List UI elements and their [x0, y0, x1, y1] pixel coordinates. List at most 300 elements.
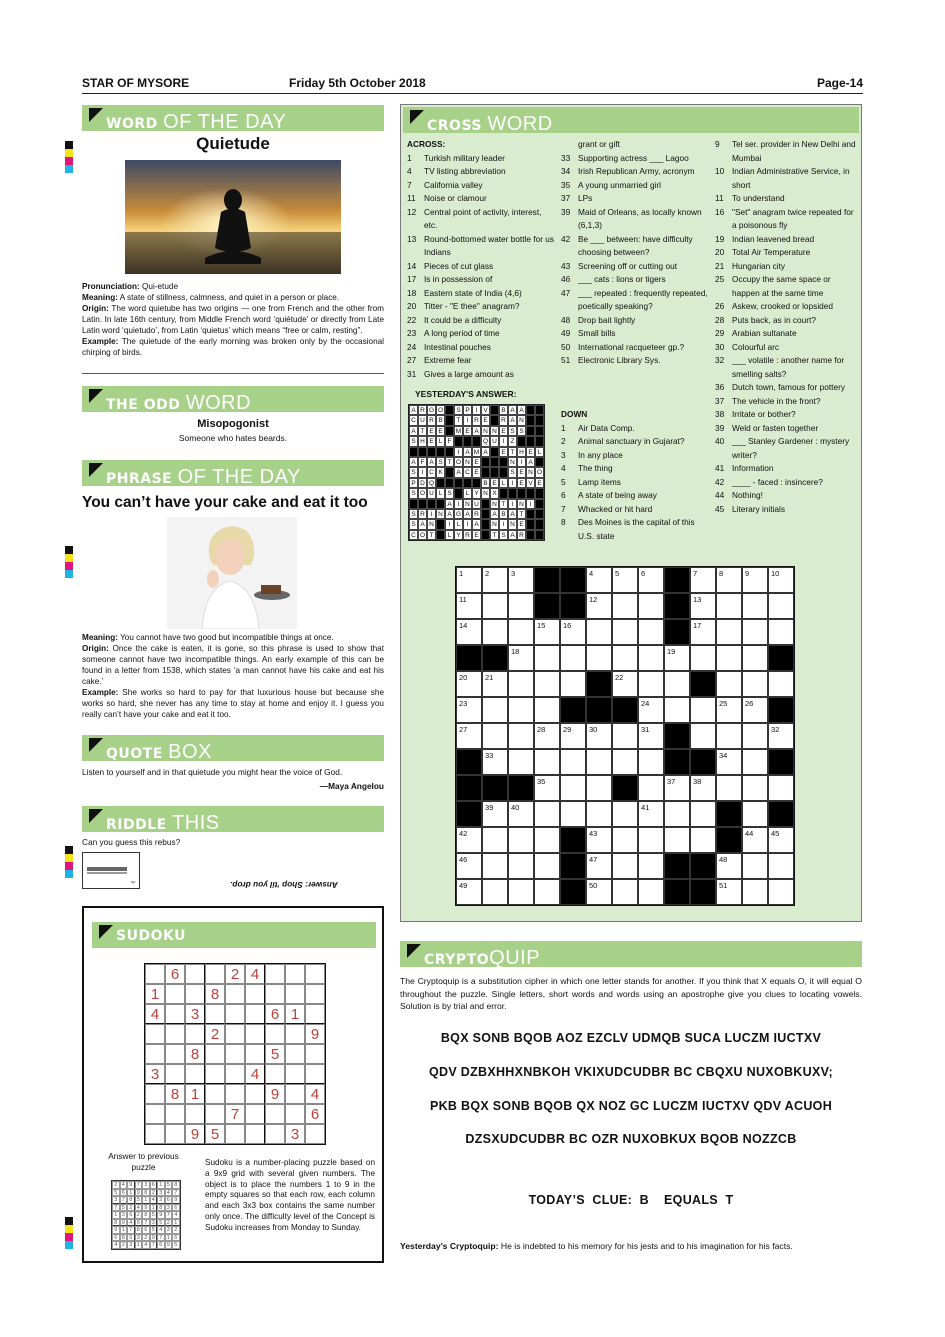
sudoku-cell[interactable] — [225, 1044, 245, 1064]
crossword-cell[interactable] — [638, 749, 664, 775]
answer-cell — [535, 509, 544, 519]
sudoku-cell[interactable] — [285, 1084, 305, 1104]
answer-cell: E — [499, 426, 508, 436]
crossword-cell[interactable]: 21 — [482, 671, 508, 697]
crossword-cell[interactable] — [508, 619, 534, 645]
answer-cell — [418, 447, 427, 457]
crossword-cell[interactable]: 28 — [534, 723, 560, 749]
crossword-cell[interactable] — [560, 775, 586, 801]
crossword-block — [664, 593, 690, 619]
sudoku-cell[interactable]: 9 — [185, 1124, 205, 1144]
crossword-cell[interactable] — [508, 879, 534, 905]
answer-cell: L — [436, 488, 445, 498]
crossword-cell[interactable] — [508, 697, 534, 723]
clue-item: 36 Dutch town, famous for pottery — [715, 382, 845, 392]
crossword-cell[interactable] — [742, 671, 768, 697]
clue-item: 50 International racqueteer gp.? — [561, 341, 685, 352]
sudoku-cell[interactable]: 5 — [265, 1044, 285, 1064]
crossword-cell[interactable] — [612, 723, 638, 749]
crossword-cell[interactable]: 13 — [690, 593, 716, 619]
crossword-cell[interactable]: 7 — [690, 567, 716, 593]
crossword-block — [612, 697, 638, 723]
crossword-cell[interactable] — [612, 593, 638, 619]
crossword-cell[interactable] — [560, 645, 586, 671]
crossword-cell[interactable] — [742, 749, 768, 775]
sudoku-cell[interactable] — [305, 1064, 325, 1084]
sudoku-cell[interactable] — [305, 1044, 325, 1064]
crossword-cell[interactable]: 16 — [560, 619, 586, 645]
crossword-cell[interactable]: 49 — [456, 879, 482, 905]
crossword-cell[interactable] — [560, 749, 586, 775]
crossword-cell[interactable] — [534, 853, 560, 879]
crossword-cell[interactable] — [612, 827, 638, 853]
sudoku-cell[interactable] — [165, 1024, 185, 1044]
sudoku-cell[interactable]: 6 — [265, 1004, 285, 1024]
crossword-cell[interactable]: 3 — [508, 567, 534, 593]
answer-cell: E — [427, 436, 436, 446]
clue-item: 48 Drop bait lightly — [561, 314, 636, 325]
crossword-cell[interactable] — [560, 801, 586, 827]
crossword-cell[interactable] — [534, 749, 560, 775]
sudoku-cell[interactable] — [265, 1124, 285, 1144]
answer-cell — [472, 436, 481, 446]
answer-cell: S — [409, 519, 418, 529]
crossword-cell[interactable] — [482, 593, 508, 619]
crossword-cell[interactable]: 9 — [742, 567, 768, 593]
clue-item: 30 Colourful arc — [715, 341, 780, 352]
sudoku-cell[interactable] — [205, 1084, 225, 1104]
answer-cell: 8 — [142, 1211, 150, 1219]
crossword-cell[interactable]: 11 — [456, 593, 482, 619]
crossword-cell[interactable]: 35 — [534, 775, 560, 801]
sudoku-cell[interactable] — [285, 1044, 305, 1064]
answer-cell: 9 — [172, 1196, 180, 1204]
answer-cell: E — [472, 530, 481, 540]
crossword-cell[interactable] — [742, 853, 768, 879]
crossword-cell[interactable] — [586, 749, 612, 775]
crossword-cell[interactable] — [586, 801, 612, 827]
answer-cell: 1 — [142, 1196, 150, 1204]
crossword-cell[interactable] — [482, 697, 508, 723]
sudoku-cell[interactable] — [265, 1104, 285, 1124]
crossword-cell[interactable]: 20 — [456, 671, 482, 697]
crossword-cell[interactable]: 31 — [638, 723, 664, 749]
crossword-cell[interactable]: 8 — [716, 567, 742, 593]
rebus-image — [82, 852, 140, 889]
answer-cell: S — [508, 467, 517, 477]
crossword-cell[interactable] — [768, 593, 794, 619]
answer-cell: I — [445, 519, 454, 529]
answer-cell: E — [517, 519, 526, 529]
sudoku-cell[interactable]: 5 — [205, 1124, 225, 1144]
sudoku-cell[interactable] — [245, 984, 265, 1004]
answer-cell — [445, 405, 454, 415]
crossword-cell[interactable] — [768, 853, 794, 879]
crossword-cell[interactable]: 46 — [456, 853, 482, 879]
sudoku-cell[interactable] — [305, 964, 325, 984]
sudoku-cell[interactable]: 8 — [185, 1044, 205, 1064]
crossword-cell[interactable] — [612, 879, 638, 905]
answer-cell: H — [517, 447, 526, 457]
sudoku-cell[interactable] — [285, 1024, 305, 1044]
crossword-cell[interactable] — [690, 697, 716, 723]
crossword-cell[interactable] — [508, 749, 534, 775]
crossword-cell[interactable]: 19 — [664, 645, 690, 671]
answer-cell: U — [490, 436, 499, 446]
answer-cell: 5 — [165, 1181, 173, 1189]
sudoku-cell[interactable] — [205, 1004, 225, 1024]
crossword-cell[interactable] — [586, 645, 612, 671]
sudoku-cell[interactable] — [265, 964, 285, 984]
answer-cell: I — [508, 478, 517, 488]
answer-cell: N — [508, 457, 517, 467]
answer-cell: 3 — [165, 1204, 173, 1212]
crossword-cell[interactable] — [716, 593, 742, 619]
sudoku-cell[interactable]: 2 — [225, 964, 245, 984]
crossword-cell[interactable]: 22 — [612, 671, 638, 697]
page-header — [82, 76, 863, 94]
crossword-cell[interactable] — [508, 723, 534, 749]
answer-cell: C — [409, 530, 418, 540]
crossword-cell[interactable] — [768, 619, 794, 645]
crossword-cell[interactable]: 18 — [508, 645, 534, 671]
sudoku-cell[interactable] — [305, 1004, 325, 1024]
crossword-cell[interactable] — [560, 671, 586, 697]
crossword-block — [664, 853, 690, 879]
sudoku-cell[interactable] — [185, 1104, 205, 1124]
answer-cell: 4 — [165, 1189, 173, 1197]
answer-cell: 5 — [157, 1219, 165, 1227]
crossword-cell[interactable] — [638, 775, 664, 801]
answer-cell: 8 — [135, 1226, 143, 1234]
crossword-cell[interactable] — [638, 853, 664, 879]
answer-cell: 3 — [150, 1219, 158, 1227]
clue-item: 9 Tel ser. provider in New Delhi and Mumbai — [715, 139, 856, 163]
crossword-cell[interactable]: 15 — [534, 619, 560, 645]
sudoku-cell[interactable] — [145, 1104, 165, 1124]
crossword-cell[interactable] — [482, 723, 508, 749]
cryptoquip-intro: The Cryptoquip is a substitution cipher in which one letter stands for another. If you think that X equals O, it will equal O throughout the puzzle. Single letters, short words and words using an apostrophe give you clues to locating vowels. Solution is by trial and error. — [400, 976, 862, 1011]
crossword-cell[interactable]: 51 — [716, 879, 742, 905]
sudoku-cell[interactable]: 9 — [305, 1024, 325, 1044]
answer-cell — [535, 519, 544, 529]
crossword-cell[interactable] — [768, 671, 794, 697]
sudoku-cell[interactable]: 4 — [305, 1084, 325, 1104]
crossword-grid[interactable] — [455, 566, 795, 906]
answer-cell: N — [481, 488, 490, 498]
sudoku-cell[interactable] — [185, 984, 205, 1004]
crossword-cell[interactable] — [638, 645, 664, 671]
crossword-cell[interactable]: 41 — [638, 801, 664, 827]
crossword-cell[interactable] — [612, 645, 638, 671]
sudoku-cell[interactable] — [165, 1004, 185, 1024]
sudoku-cell[interactable] — [265, 984, 285, 1004]
crossword-cell[interactable] — [482, 619, 508, 645]
crossword-cell[interactable]: 10 — [768, 567, 794, 593]
sudoku-cell[interactable] — [145, 1024, 165, 1044]
crossword-cell[interactable] — [716, 723, 742, 749]
crossword-cell[interactable] — [664, 827, 690, 853]
answer-cell: 6 — [127, 1211, 135, 1219]
crossword-cell[interactable]: 34 — [716, 749, 742, 775]
sudoku-cell[interactable] — [285, 1064, 305, 1084]
answer-cell — [445, 478, 454, 488]
answer-cell: 3 — [157, 1189, 165, 1197]
sudoku-cell[interactable] — [225, 1084, 245, 1104]
registration-marks — [65, 141, 73, 173]
clue-item: 6 A state of being away — [561, 490, 657, 500]
answer-cell: 2 — [120, 1241, 128, 1249]
answer-cell: E — [427, 426, 436, 436]
yesterday-cryptoquip: Yesterday’s Cryptoquip: He is indebted to his memory for his jests and to his imagination for his facts. — [400, 1241, 793, 1251]
crossword-cell[interactable] — [612, 749, 638, 775]
crossword-cell[interactable] — [742, 593, 768, 619]
sudoku-cell[interactable] — [165, 1064, 185, 1084]
crossword-cell[interactable]: 6 — [638, 567, 664, 593]
answer-cell: 1 — [150, 1204, 158, 1212]
crossword-cell[interactable]: 2 — [482, 567, 508, 593]
sudoku-cell[interactable] — [145, 1084, 165, 1104]
sudoku-cell[interactable]: 1 — [145, 984, 165, 1004]
sudoku-cell[interactable] — [205, 1044, 225, 1064]
crossword-cell[interactable] — [508, 853, 534, 879]
clue-item: 28 Puts back, as in court? — [715, 314, 816, 325]
crossword-cell[interactable] — [508, 593, 534, 619]
crossword-cell[interactable] — [638, 619, 664, 645]
crossword-cell[interactable] — [612, 619, 638, 645]
clue-item: 11 To understand — [715, 193, 785, 203]
sudoku-cell[interactable]: 1 — [285, 1004, 305, 1024]
crossword-cell[interactable]: 42 — [456, 827, 482, 853]
crossword-cell[interactable] — [586, 619, 612, 645]
sudoku-cell[interactable] — [245, 1104, 265, 1124]
sudoku-cell[interactable] — [145, 1044, 165, 1064]
sudoku-cell[interactable]: 3 — [145, 1064, 165, 1084]
sudoku-cell[interactable] — [245, 1004, 265, 1024]
answer-cell: 3 — [142, 1181, 150, 1189]
crossword-cell[interactable] — [716, 775, 742, 801]
crossword-cell[interactable] — [534, 801, 560, 827]
crossword-cell[interactable]: 38 — [690, 775, 716, 801]
crossword-cell[interactable] — [716, 645, 742, 671]
sudoku-cell[interactable]: 4 — [245, 964, 265, 984]
sudoku-cell[interactable] — [285, 1104, 305, 1124]
answer-cell: 1 — [157, 1181, 165, 1189]
answer-cell: K — [436, 467, 445, 477]
sudoku-cell[interactable] — [285, 984, 305, 1004]
answer-cell: I — [427, 509, 436, 519]
answer-cell: 8 — [157, 1204, 165, 1212]
crossword-cell[interactable] — [638, 593, 664, 619]
sudoku-cell[interactable] — [165, 1104, 185, 1124]
crossword-cell[interactable] — [690, 827, 716, 853]
crossword-cell[interactable] — [534, 697, 560, 723]
sudoku-cell[interactable] — [245, 1024, 265, 1044]
sudoku-cell[interactable] — [245, 1124, 265, 1144]
clue-item: 42 ____ - faced : insincere? — [715, 476, 823, 487]
sudoku-cell[interactable]: 9 — [265, 1084, 285, 1104]
sudoku-cell[interactable] — [225, 984, 245, 1004]
answer-cell: G — [428, 407, 435, 414]
crossword-cell[interactable] — [638, 671, 664, 697]
crossword-cell[interactable]: 26 — [742, 697, 768, 723]
crossword-cell[interactable]: 4 — [586, 567, 612, 593]
sudoku-cell[interactable] — [145, 1124, 165, 1144]
crossword-cell[interactable] — [508, 827, 534, 853]
clue-item: 24 Intestinal pouches — [407, 341, 491, 352]
crossword-cell[interactable] — [534, 827, 560, 853]
sudoku-cell[interactable] — [205, 964, 225, 984]
clue-item: 20 Total Air Temperature — [715, 247, 811, 257]
sudoku-cell[interactable]: 8 — [165, 1084, 185, 1104]
crossword-cell[interactable]: 44 — [742, 827, 768, 853]
crossword-cell[interactable] — [742, 775, 768, 801]
answer-cell — [472, 478, 481, 488]
crossword-cell[interactable]: 50 — [586, 879, 612, 905]
sudoku-cell[interactable]: 4 — [245, 1064, 265, 1084]
sudoku-cell[interactable]: 3 — [285, 1124, 305, 1144]
clue-item: 51 Electronic Library Sys. — [561, 355, 661, 365]
crossword-cell[interactable] — [768, 775, 794, 801]
crossword-cell[interactable] — [716, 619, 742, 645]
sudoku-cell[interactable] — [185, 1064, 205, 1084]
crossword-cell[interactable] — [690, 645, 716, 671]
crossword-cell[interactable] — [690, 801, 716, 827]
sudoku-cell[interactable] — [265, 1064, 285, 1084]
crossword-cell[interactable]: 17 — [690, 619, 716, 645]
crossword-cell[interactable] — [742, 801, 768, 827]
crossword-cell[interactable]: 30 — [586, 723, 612, 749]
crossword-cell[interactable]: 39 — [482, 801, 508, 827]
sudoku-cell[interactable] — [305, 1124, 325, 1144]
answer-cell: 9 — [135, 1189, 143, 1197]
sudoku-cell[interactable]: 3 — [185, 1004, 205, 1024]
sudoku-cell[interactable] — [285, 964, 305, 984]
answer-cell: A — [508, 415, 517, 425]
crossword-cell[interactable]: 29 — [560, 723, 586, 749]
sudoku-cell[interactable] — [225, 1064, 245, 1084]
crossword-cell[interactable] — [742, 879, 768, 905]
crossword-cell[interactable] — [534, 879, 560, 905]
sudoku-cell[interactable] — [205, 1064, 225, 1084]
crossword-cell[interactable]: 37 — [664, 775, 690, 801]
crossword-cell[interactable] — [638, 827, 664, 853]
sudoku-cell[interactable] — [225, 1124, 245, 1144]
answer-cell — [535, 426, 544, 436]
sudoku-cell[interactable]: 6 — [165, 964, 185, 984]
answer-cell — [490, 447, 499, 457]
sudoku-cell[interactable] — [265, 1024, 285, 1044]
sudoku-cell[interactable] — [225, 1004, 245, 1024]
crossword-cell[interactable]: 33 — [482, 749, 508, 775]
crossword-cell[interactable]: 47 — [586, 853, 612, 879]
sudoku-cell[interactable]: 1 — [185, 1084, 205, 1104]
crossword-cell[interactable] — [638, 879, 664, 905]
answer-cell — [490, 415, 499, 425]
answer-cell — [526, 415, 535, 425]
crossword-block — [768, 749, 794, 775]
crossword-cell[interactable]: 43 — [586, 827, 612, 853]
crossword-cell[interactable]: 32 — [768, 723, 794, 749]
crossword-cell[interactable] — [508, 671, 534, 697]
crossword-cell[interactable] — [664, 801, 690, 827]
answer-cell — [427, 447, 436, 457]
crossword-cell[interactable] — [482, 827, 508, 853]
sudoku-cell[interactable]: 2 — [205, 1024, 225, 1044]
answer-cell: 3 — [120, 1211, 128, 1219]
answer-cell — [481, 530, 490, 540]
crossword-cell[interactable] — [742, 619, 768, 645]
crossword-cell[interactable] — [664, 697, 690, 723]
crossword-cell[interactable]: 23 — [456, 697, 482, 723]
crossword-cell[interactable] — [586, 775, 612, 801]
sudoku-cell[interactable]: 6 — [305, 1104, 325, 1124]
answer-cell: 4 — [150, 1196, 158, 1204]
sudoku-cell[interactable]: 4 — [145, 1004, 165, 1024]
answer-cell — [436, 530, 445, 540]
crossword-cell[interactable] — [664, 671, 690, 697]
sudoku-cell[interactable] — [305, 984, 325, 1004]
answer-cell — [481, 457, 490, 467]
clue-item: 8 Des Moines is the capital of this U.S. state — [561, 517, 695, 541]
sudoku-cell[interactable] — [185, 964, 205, 984]
answer-cell: S — [409, 436, 418, 446]
sudoku-cell[interactable]: 7 — [225, 1104, 245, 1124]
crossword-cell[interactable]: 1 — [456, 567, 482, 593]
crossword-cell[interactable]: 5 — [612, 567, 638, 593]
sudoku-cell[interactable] — [165, 984, 185, 1004]
crossword-cell[interactable]: 27 — [456, 723, 482, 749]
crossword-cell[interactable] — [534, 671, 560, 697]
crossword-cell[interactable] — [482, 853, 508, 879]
crossword-cell[interactable] — [768, 879, 794, 905]
crossword-cell[interactable] — [612, 853, 638, 879]
crossword-cell[interactable] — [534, 645, 560, 671]
sudoku-cell[interactable] — [145, 964, 165, 984]
crossword-cell[interactable]: 45 — [768, 827, 794, 853]
crossword-cell[interactable] — [612, 801, 638, 827]
crossword-cell[interactable] — [690, 723, 716, 749]
riddle-answer: Answer: Shop ‘til you drop. — [230, 880, 338, 890]
clue-item: grant or gift — [578, 139, 620, 149]
sudoku-cell[interactable] — [245, 1044, 265, 1064]
answer-cell: T — [418, 426, 427, 436]
sudoku-cell[interactable] — [225, 1024, 245, 1044]
sudoku-description: Sudoku is a number-placing puzzle based on a 9x9 grid with several given numbers. The object is to place the numbers 1 to 9 in the empty squares so that each row, each column and each 3x3 box contains the same number only once. The difficulty level of the Concept is Sudoku increases from Monday to Sunday. — [205, 1158, 375, 1232]
crossword-cell[interactable] — [482, 879, 508, 905]
crossword-cell[interactable]: 24 — [638, 697, 664, 723]
crossword-cell[interactable]: 40 — [508, 801, 534, 827]
sudoku-cell[interactable]: 8 — [205, 984, 225, 1004]
clue-item: 7 California valley — [407, 179, 483, 190]
answer-cell: I — [454, 499, 463, 509]
sudoku-cell[interactable] — [165, 1044, 185, 1064]
crossword-cell[interactable]: 12 — [586, 593, 612, 619]
sudoku-cell[interactable] — [165, 1124, 185, 1144]
sudoku-cell[interactable] — [245, 1084, 265, 1104]
crossword-cell[interactable] — [742, 645, 768, 671]
crossword-cell[interactable]: 25 — [716, 697, 742, 723]
crossword-cell[interactable]: 14 — [456, 619, 482, 645]
answer-cell — [454, 488, 463, 498]
sudoku-cell[interactable] — [185, 1024, 205, 1044]
sudoku-cell[interactable] — [205, 1104, 225, 1124]
answer-cell: 2 — [150, 1189, 158, 1197]
crossword-cell[interactable] — [742, 723, 768, 749]
crossword-cell[interactable]: 48 — [716, 853, 742, 879]
crossword-cell[interactable] — [716, 671, 742, 697]
clue-item: 45 Literary initials — [715, 503, 786, 514]
